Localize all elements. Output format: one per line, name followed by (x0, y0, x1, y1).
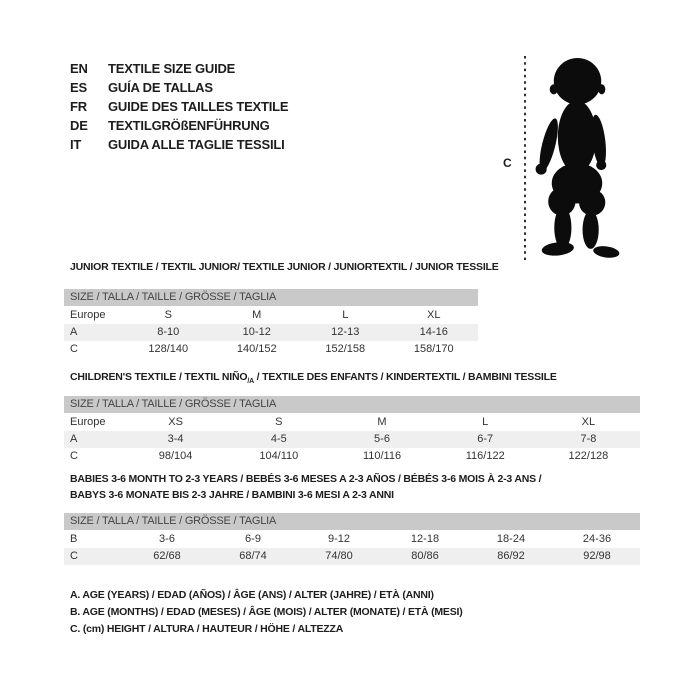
table-cell: 140/152 (236, 343, 277, 355)
lang-label: TEXTILGRÖßENFÜHRUNG (108, 118, 270, 133)
table-cell: L (342, 309, 349, 321)
lang-code: ES (70, 80, 87, 95)
language-header (70, 59, 288, 154)
size-header-bar: SIZE / TALLA / TAILLE / GRÖSSE / TAGLIA (64, 513, 640, 530)
baby-silhouette-icon (531, 56, 623, 258)
note-b: B. AGE (MONTHS) / EDAD (MESES) / ÂGE (MOIS) / ALTER (MONATE) / ETÀ (MESI) (70, 606, 463, 618)
table-row-a (64, 431, 640, 448)
section-title-junior: JUNIOR TEXTILE / TEXTIL JUNIOR/ TEXTILE JUNIOR / JUNIORTEXTIL / JUNIOR TESSILE (70, 261, 499, 273)
lang-code: IT (70, 137, 82, 152)
table-cell: 98/104 (158, 450, 193, 462)
row-label: C (70, 550, 78, 562)
note-c: C. (cm) HEIGHT / ALTURA / HAUTEUR / HÖHE / ALTEZZA (70, 623, 344, 635)
table-cell: 3-6 (159, 533, 175, 545)
table-cell: XL (581, 416, 596, 428)
title-line-2: BABYS 3-6 MONATE BIS 2-3 JAHRE / BAMBINI 3-6 MESI A 2-3 ANNI (70, 489, 394, 501)
table-cell: 14-16 (419, 326, 448, 338)
lang-row-it (70, 135, 288, 154)
lang-row-fr (70, 97, 288, 116)
table-row-a (64, 324, 478, 341)
table-cell: 68/74 (239, 550, 267, 562)
lang-label: GUIDE DES TAILLES TEXTILE (108, 99, 289, 114)
table-cell: S (164, 309, 172, 321)
row-label: A (70, 326, 78, 338)
table-body (64, 531, 640, 565)
junior-size-table (64, 289, 478, 358)
title-text: CHILDREN'S TEXTILE / TEXTIL NIÑO (70, 371, 248, 383)
row-label: B (70, 533, 78, 545)
table-cell: 3-4 (167, 433, 184, 445)
table-cell: 62/68 (153, 550, 181, 562)
table-cell: 5-6 (374, 433, 390, 445)
children-size-table (64, 396, 640, 465)
note-a: A. AGE (YEARS) / EDAD (AÑOS) / ÂGE (ANS) / ALTER (JAHRE) / ETÀ (ANNI) (70, 589, 434, 601)
title-subscript: /A (247, 378, 254, 386)
table-cell: 74/80 (325, 550, 353, 562)
table-cell: XL (427, 309, 441, 321)
title-text: / TEXTILE DES ENFANTS / KINDERTEXTIL / BAMBINI TESSILE (253, 371, 557, 383)
table-cell: 92/98 (583, 550, 611, 562)
row-label: Europe (70, 416, 106, 428)
table-cell: 4-5 (270, 433, 287, 445)
lang-code: EN (70, 61, 88, 76)
lang-code: FR (70, 99, 87, 114)
table-cell: XS (168, 416, 183, 428)
lang-label: GUÍA DE TALLAS (108, 80, 213, 95)
table-cell: 110/116 (362, 450, 402, 462)
table-cell: M (377, 416, 387, 428)
row-label: C (70, 450, 78, 462)
size-header-bar: SIZE / TALLA / TAILLE / GRÖSSE / TAGLIA (64, 289, 478, 306)
table-cell: 10-12 (242, 326, 271, 338)
table-cell: 6-9 (245, 533, 261, 545)
height-measure-line (522, 56, 528, 260)
table-cell: M (252, 309, 262, 321)
row-label: Europe (70, 309, 106, 321)
table-cell: 152/158 (325, 343, 366, 355)
table-cell: 104/110 (259, 450, 299, 462)
table-cell: 158/170 (413, 343, 454, 355)
table-cell: 86/92 (497, 550, 525, 562)
table-cell: S (275, 416, 283, 428)
table-row-c (64, 341, 478, 358)
lang-row-de (70, 116, 288, 135)
table-cell: 7-8 (580, 433, 597, 445)
table-body (64, 307, 478, 358)
table-cell: 12-18 (410, 533, 440, 545)
table-cell: 6-7 (477, 433, 494, 445)
lang-label: GUIDA ALLE TAGLIE TESSILI (108, 137, 285, 152)
lang-code: DE (70, 118, 88, 133)
table-cell: 128/140 (148, 343, 189, 355)
legend-notes (70, 587, 463, 638)
table-body (64, 414, 640, 465)
babies-size-table (64, 513, 640, 565)
title-line-1: BABIES 3-6 MONTH TO 2-3 YEARS / BEBÉS 3-6 MESES A 2-3 AÑOS / BÉBÉS 3-6 MOIS À 2-3 ANS / (70, 473, 542, 485)
table-cell: 8-10 (157, 326, 180, 338)
table-row-c (64, 448, 640, 465)
section-title-children (70, 371, 557, 385)
height-measure-label: C (503, 156, 512, 170)
table-row-europe (64, 414, 640, 431)
table-cell: L (482, 416, 489, 428)
row-label: A (70, 433, 78, 445)
lang-label: TEXTILE SIZE GUIDE (108, 61, 236, 76)
table-cell: 80/86 (411, 550, 439, 562)
table-cell: 18-24 (496, 533, 526, 545)
table-cell: 12-13 (331, 326, 360, 338)
row-label: C (70, 343, 78, 355)
table-cell: 116/122 (465, 450, 505, 462)
table-cell: 122/128 (568, 450, 609, 462)
table-row-b (64, 531, 640, 548)
lang-row-es (70, 78, 288, 97)
section-title-babies (70, 471, 541, 503)
table-row-europe (64, 307, 478, 324)
lang-row-en (70, 59, 288, 78)
size-header-bar: SIZE / TALLA / TAILLE / GRÖSSE / TAGLIA (64, 396, 640, 413)
table-cell: 9-12 (327, 533, 351, 545)
table-cell: 24-36 (582, 533, 612, 545)
table-row-c (64, 548, 640, 565)
